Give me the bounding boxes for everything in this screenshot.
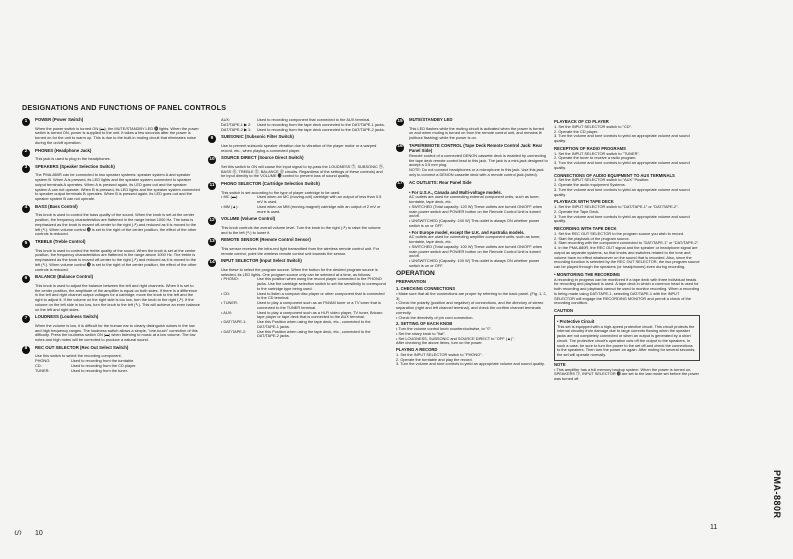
section-title: BASS (Bass Control): [35, 203, 78, 209]
panel-control-section: [22, 315, 200, 343]
item-number-badge: 17: [396, 181, 404, 189]
section-body: [35, 157, 200, 162]
section-title: PHONES (Headphone Jack): [35, 147, 92, 153]
option-label: • DAT/TAPE-2:: [221, 328, 247, 334]
setting-item: • Set LOUDNESS, SUBSONIC and SOURCE DIRECT to "OFF (▲)".: [396, 335, 515, 341]
operation-block: [554, 227, 700, 270]
section-text: This knob is used to adjust the balance between the left and right channels. When it is set to the center position, the amplitude of the amplifier is equal on both sides. If there is a difference in the left and right channel output voltages for a cartridge, move the knob to the left and the right to adjust it. If the volume on the right side is too low, turn the knob to the right (↗). If the volume on the left side is too low, turn the knob to the left (↖). This will achieve an even balance on the left and right sides.: [35, 282, 200, 312]
setting-item: • Set the rotary knob to "flat".: [396, 330, 446, 336]
option-text: Used to recording from the turntable.: [71, 358, 135, 363]
option-text: Used when an MC (moving-coil) cartridge with an output of less than 0.5 mV is used.: [257, 194, 382, 204]
section-text: This knob is used to control the bass quality of the sound. When the knob is set at the center position, the frequency characteristics are flattened in the range below 1000 Hz. The bass is emphasized as the knob is moved off-center to the right (↗) and reduced as it is moved to the left (↖). When volume control ⓫ is set to the right of the center position, the effect of the other controls is reduced.: [35, 212, 197, 237]
operation-block: [554, 174, 700, 198]
panel-control-section: [208, 259, 386, 339]
option-text: Used to recording from the tape deck connected to the DAT/TAPE-1 jacks.: [257, 121, 385, 127]
option-label: AUX:: [221, 117, 231, 122]
section-title: PHONO SELECTOR (Cartridge Selection Switch): [221, 181, 320, 186]
item-number-badge: 12: [208, 217, 216, 225]
section-body: [35, 173, 200, 202]
block-step: 2. Operate the audio equipment Systems.: [554, 182, 626, 187]
panel-control-section: [208, 156, 386, 179]
item-number-badge: 8: [22, 346, 30, 354]
block-step: 2. Operate the Tape Deck.: [554, 208, 600, 214]
block-step: 1. Set the INPUT SELECTOR switch to "TUNER".: [554, 150, 640, 156]
section-text: This jack is used to plug in the headphones.: [35, 156, 111, 161]
note-text: • This amplifier has a full memory backup system. When the power is turned on, SPEAKERS ⓷, INPUT SELECTOR ⓮ are set to the last mode set before the power was turned off.: [554, 366, 699, 381]
section-text: This switch is set according to the type of player cartridge to be used.: [221, 189, 341, 195]
section-body: [35, 324, 200, 343]
block-step: 1. Set the INPUT SELECTOR switch to "AUX" Position.: [554, 177, 650, 183]
section-title: SUBSONIC (Subsonic Filter Switch): [221, 134, 294, 140]
option-row: [221, 277, 386, 291]
section-body: [35, 284, 200, 313]
block-step: 1. Set the REC OUT SELECTOR to the program source you wish to record.: [554, 230, 685, 236]
block-step: 3. Turn the volume and tone controls to yield an appropriate volume and sound quality.: [554, 133, 690, 143]
section-title: MUTE/STANDBY LED: [409, 117, 453, 122]
block-heading: PLAYBACK WITH TAPE DECK: [554, 199, 614, 205]
section-title: AC OUTLETS: Rear Panel Side: [409, 179, 472, 185]
option-label: • CD:: [221, 290, 231, 296]
note-heading: NOTE: [554, 361, 566, 367]
panel-control-section: [22, 149, 200, 162]
block-heading: • MONITORING THE RECORDING: [554, 271, 621, 277]
panel-control-section: [22, 275, 200, 312]
section-title: SOURCE DIRECT (Source Direct Switch): [221, 155, 304, 161]
option-text: Used to play a component such as a Hi-Fi video player, TV tuner, Bricaro tape player or tape deck that is connected to the AUX terminal.: [257, 309, 383, 320]
item-number-badge: 3: [22, 165, 30, 173]
option-text: Used to play a component such as an FM/AM tuner or a TV tuner that is connected to the TUNER terminal.: [257, 300, 381, 310]
rec-out-continued: [208, 118, 386, 132]
section-body: [221, 226, 386, 236]
section-text: Remote control of a connected DENON cassette deck is enabled by connecting the tape deck remote control lead to this jack. The jack is a mini-jack designed to accept a 3.5 mm plug.: [409, 152, 548, 168]
section-heading: [397, 179, 548, 189]
page-number-left: 10: [35, 530, 43, 537]
playing-record-heading: PLAYING A RECORD: [396, 347, 438, 352]
option-text: Use this position when using the record player connected to the PHONO jacks. Use the cartridge selection switch to set the sensitivity to correspond to the cartridge type being used.: [257, 276, 386, 291]
playing-step: 1. Set the INPUT SELECTOR switch to "PHONO".: [396, 351, 483, 357]
check-item: • Check the directivity of pin cord connection.: [396, 314, 474, 320]
item-number-badge: 5: [22, 240, 30, 248]
section-body: [35, 127, 200, 146]
section-text: Use this switch to select the recording component.: [35, 353, 122, 359]
option-label: DAT/TAPE-2 ▶ 1:: [221, 126, 252, 132]
checking-heading: 1. CHECKING CONNECTIONS: [396, 286, 456, 291]
panel-control-section: [22, 118, 200, 146]
panel-control-section: [208, 238, 386, 256]
playing-step: 3. Turn the volume and tone controls to yield an appropriate volume and sound quality.: [396, 361, 545, 367]
option-label: • TUNER:: [221, 300, 238, 305]
item-number-badge: 14: [208, 259, 216, 267]
block-step: 4. In the PMA-880R, the REC OUT signal and the speaker or headphone signal are output as separate systems, so that knobs and switches related to the tone and volume have no effect whatsoever on the sound that is recorded. Also, since the recording function is selected by the REC OUT SELECTOR, the two program source can be played through the speakers (or headphones) even during recording.: [554, 245, 700, 269]
section-title: LOUDNESS (Loudness Switch): [35, 314, 99, 320]
page-title: DESIGNATIONS AND FUNCTIONS OF PANEL CONTROLS: [22, 103, 227, 112]
option-label: DAT/TAPE-1 ▶ 2:: [221, 121, 252, 127]
block-step: 1. Set the INPUT SELECTOR switch to "DAT/TAPE-1" or "DAT/TAPE-2".: [554, 204, 679, 209]
check-item: • Check the polarity (positive and negative) of connections, and the directory of stereo separation (right and left channel terminal), and check the confirm channel terminals correctly.: [396, 300, 544, 315]
section-body: [221, 144, 386, 154]
panel-control-section: [22, 346, 200, 374]
setting-item: • Turn the volume control knob counterclockwise, to "0".: [396, 326, 492, 331]
side-model-label: PMA-880R: [772, 470, 782, 519]
operation-block: [554, 273, 700, 306]
option-text: Used to recording from the tape deck connected to the DAT/TAPE-2 jacks.: [257, 126, 385, 132]
corner-mark: ഗ: [14, 528, 22, 537]
option-row: [221, 330, 386, 340]
section-heading: [24, 239, 200, 248]
section-text: When the volume is low, it is difficult for the human ear to clearly distinguish noises in the low and high frequency ranges. The loudness switch allows a simple, "one-touch" correction of this difficulty. Press the loudness switch ON (▬) when listening to music at a low volume. The low notes and high notes will be corrected to produce a natural sound.: [35, 322, 198, 342]
option-label: TUNER:: [35, 367, 50, 373]
section-text: This knob is used to control the treble quality of the sound. When the knob is set at the center position, the frequency characteristics are flattened in the range above 1000 Hz. The treble is emphasized as the knob is moved off-center to the right (↗) and reduced as it is moved to the left (↖). When volume control ⓫ is set to the right of the center position, the effect of the other controls is reduced.: [35, 247, 197, 272]
option-text: Use this Position when using the tape deck, etc., connected to the DAT/TAPE-1 jacks.: [257, 319, 371, 329]
option-label: • DAT/TAPE-1:: [221, 319, 247, 324]
outlet-item: • SWITCHED (Total capacity: 100 W) These outlets are turned ON/OFF when main power switch and POWER button on the Remote Control Unit is turned on/off.: [409, 243, 543, 259]
column-2: [208, 118, 386, 342]
block-step: 3. Start recording with the component connected to "DAT/TAPE-1" or "DAT/TAPE-2".: [554, 240, 700, 246]
option-row: [35, 369, 200, 374]
option-label: • PHONO:: [221, 276, 239, 282]
item-number-badge: 7: [22, 315, 30, 323]
subsection-text: AC outlets are used for connecting amplifier component units, such as tuner, turntable, tape deck, etc.: [409, 234, 541, 244]
item-number-badge: 13: [208, 238, 216, 246]
block-heading: PLAYBACK OF CD PLAYER: [554, 119, 609, 124]
block-step: 3. Turn the volume and tone controls to yield an appropriate volume and sound quality.: [554, 186, 690, 197]
panel-control-section: [208, 135, 386, 153]
block-step: 3. Turn the volume and tone controls to yield an appropriate volume and sound quality.: [554, 213, 690, 224]
item-number-badge: 15: [396, 118, 404, 126]
check-item: • Make sure that all the connections are proper by referring to the back panel. (Fig. 1, 2, 3): [396, 290, 547, 301]
section-title: SPEAKERS (Speaker Selection Switch): [35, 163, 115, 169]
section-title: REMOTE SENSOR (Remote Control Sensor): [221, 237, 311, 243]
section-heading: [397, 142, 548, 154]
section-body: [409, 127, 548, 141]
panel-control-section: [208, 217, 386, 235]
section-body: [35, 213, 200, 237]
option-text: Used to recording from the CD player.: [71, 362, 137, 368]
subsection-title: • For U.S.A., Canada and Multi-voltage models.: [409, 189, 502, 195]
option-label: • MC (▬):: [221, 194, 239, 200]
column-1: [22, 118, 200, 376]
option-row: [221, 128, 386, 133]
outlet-item: • UNSWITCHED (Capacity: 240 W) This outlet is always ON whether power switch is on or OFF.: [409, 218, 540, 228]
caution-heading: CAUTION: [554, 308, 574, 313]
section-text: This sensor receives the infra-red light transmitted from the wireless remote control unit. For remote control, point the wireless remote control unit towards the sensor.: [221, 245, 380, 256]
panel-control-section: [22, 240, 200, 272]
section-body: [221, 165, 386, 179]
protective-circuit-box: [554, 315, 700, 361]
option-label: • MM (▲):: [221, 203, 239, 209]
panel-control-section: [396, 118, 548, 141]
block-heading: RECORDING WITH TAPE DECK: [554, 226, 617, 231]
option-text: Used to recording component that connected to the AUX terminal.: [257, 117, 371, 122]
subsection-text: AC outlets are used for connecting external component units, such as tuner, turntable, tape deck, etc.: [409, 194, 540, 204]
section-title: TREBLE (Treble Control): [35, 239, 86, 244]
section-text: Use these to select the program source. When the button for the desired program source is selected, its LED lights. One program source only can be selected at a time, as follows:: [221, 266, 378, 277]
item-number-badge: 9: [208, 135, 216, 143]
option-label: • AUX:: [221, 309, 233, 315]
operation-block: [554, 200, 700, 224]
item-number-badge: 2: [22, 149, 30, 157]
item-number-badge: 10: [208, 156, 216, 164]
protective-circuit-text: This set is equipped with a high-speed protective circuit. This circuit protects the internal circuitry from damage due to large currents flowing when the speaker jacks are not completely connected or when an output is generated by a short circuit. The protective circuit's operation cuts off the output to the speakers. In such a case, be sure to turn the power to the set off and check the connections to the speakers. Then turn the power on again. After muting for several seconds, the set will operate normally.: [557, 323, 696, 357]
column-4: [554, 118, 700, 382]
section-text: Use to prevent subsonic speaker vibration due to vibration of the player motor or a warped record, etc., when playing a connected player.: [221, 142, 377, 153]
option-text: Used to listen a compact disc player or other component that is connected to the CD terminal.: [257, 290, 385, 301]
section-title: REC OUT SELECTOR (Rec Out Select Switch): [35, 344, 129, 350]
panel-control-section: [396, 181, 548, 269]
item-number-badge: 11: [208, 182, 216, 190]
item-number-badge: 4: [22, 205, 30, 213]
option-text: Used when an MM (moving-magnet) cartridge with an output of 2 mV or more is used.: [257, 203, 381, 214]
block-step: 2. Operate the tuner to receive a radio program.: [554, 155, 637, 161]
block-step: 3. Turn the volume and tone controls to yield an appropriate volume and sound quality.: [554, 160, 690, 170]
panel-control-section: [22, 165, 200, 202]
setting-heading: 2. SETTING OF EACH KNOB: [396, 321, 453, 327]
preparation-heading: PREPARATION: [396, 279, 426, 285]
section-text: This LED flashes while the muting circuit is activated when the power is turned on and when muting is turned on from the remote control unit, and remains lit (without flashing) while the power is on.: [409, 125, 544, 140]
protective-circuit-title: • Protective Circuit: [557, 318, 595, 324]
block-step: 2. Operate the CD player.: [554, 128, 599, 134]
operation-block: [554, 147, 700, 171]
option-text: Use this Position when using the tape deck, etc., connected to the DAT/TAPE-2 jacks.: [257, 328, 371, 339]
option-label: PHONO:: [35, 358, 51, 363]
after-check-text: After checking the above items, turn on the power.: [396, 340, 483, 346]
block-step: 1. Set the INPUT SELECTOR switch to "CD".: [554, 123, 633, 129]
section-text: The PMA-880R can be connected to two speaker systems: speaker system A and speaker system B. When A is pressed, its LED lights and the speaker system connected to speaker output terminals A operates. When A is pressed again, its LED goes out and the speaker system A can not operate. When B is pressed, its LED lights and the speaker system connected to speaker output terminals B operates. When B is pressed again, its LED goes out and the speaker system B can not operate.: [35, 172, 200, 201]
option-text: Used to recording from the tuner.: [71, 367, 128, 373]
subsection-title: • For Europe model, except the U.K. and Australia models.: [409, 229, 525, 235]
page-number-right: 11: [710, 524, 718, 531]
section-body: [35, 249, 200, 273]
section-title: BALANCE (Balance Control): [35, 274, 94, 280]
outlet-item: • SWITCHED (Total capacity: 120 W) These outlets are turned ON/OFF when main power switch and POWER button on the Remote Control Unit is turned on/off.: [409, 203, 543, 219]
item-number-badge: 1: [22, 118, 30, 126]
column-3: [396, 118, 548, 367]
section-heading: [24, 117, 200, 126]
section-body: [221, 247, 386, 257]
section-text: Set this switch to ON will cause the input signal to by-pass the LOUDNESS ⓻, SUBSONIC ⓽, BASS ⓸, TREBLE ⓹, BALANCE ⓺ circuits. Regardless of the settings of these controls) and be input directly to the VOLUME ⓫ control to prevent loss of sound quality.: [221, 163, 384, 179]
block-heading: CONNECTIONS OF AUDIO EQUIPMENT TO AUX TERMINALS: [554, 172, 675, 178]
block-step: A recording in progress can be monitored if a tape deck with three individual heads for recording and playback is used. A tape deck in which a common head is used for both recording and playback cannot be used to monitor recording. When a recording is being made using DAT/TAPE-1, selecting DAT/TAPE-1 with the INPUT SELECTOR will engage the RECORDING MONITOR and permit a check of the recording condition.: [554, 276, 700, 306]
item-number-badge: 16: [396, 144, 404, 152]
panel-control-section: [208, 182, 386, 214]
section-text: When the power switch is turned ON (▬), the MUTE/STANDBY LED ⓮ lights. When the power switch is turned ON, power is supplied to the unit. It takes a few seconds after the power is turned on for the unit to warm up. This is due to the built-in muting circuit that eliminates noise during the on/off operation.: [35, 125, 199, 145]
section-title: INPUT SELECTOR (Input Select Switch): [221, 258, 302, 264]
panel-control-section: [396, 144, 548, 178]
section-title: TAPE/REMOTE CONTROL (Tape Deck Remote Control Jack: Rear Panel Side): [409, 142, 543, 153]
operation-block: [554, 120, 700, 144]
section-body: [409, 154, 548, 168]
section-heading: [397, 117, 548, 126]
note-text: NOTE: Do not connect headphones or a microphone to this jack. Use this jack only to connect a DENON cassette deck with a remote control jack-(wired).: [409, 167, 544, 177]
option-row: [221, 205, 386, 215]
section-title: POWER (Power Switch): [35, 117, 84, 122]
section-title: VOLUME (Volume Control): [221, 216, 276, 222]
item-number-badge: 6: [22, 275, 30, 283]
block-heading: RECEPTION OF RADIO PROGRAMS: [554, 145, 626, 151]
outlet-item: • UNSWITCHED (Capacity: 100 W) This outlet is always ON whether power switch is on or OFF.: [409, 258, 540, 268]
operation-title: OPERATION: [396, 269, 435, 277]
block-step: 2. Start the playback of the program source.: [554, 235, 630, 241]
playing-step: 2. Operate the turntable and play the record.: [396, 356, 473, 362]
panel-control-section: [22, 205, 200, 237]
option-label: CD:: [35, 362, 42, 368]
section-text: This knob controls the overall volume level. Turn the knob to the right (↗) to raise the volume and to the left (↖) to lower it.: [221, 224, 381, 235]
section-heading: [209, 181, 386, 190]
